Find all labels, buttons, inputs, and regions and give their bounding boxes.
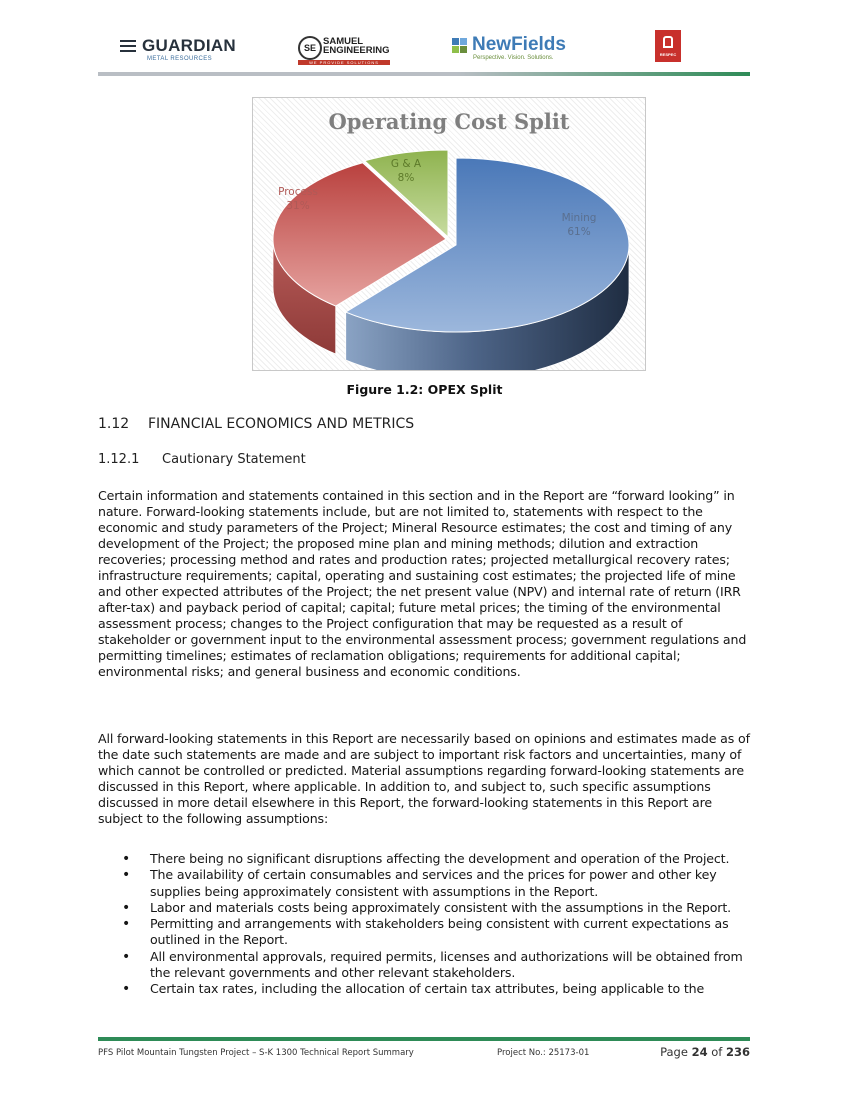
- pie-label-name: Process: [278, 186, 318, 198]
- list-item: • Certain tax rates, including the allocation of certain tax attributes, being applicable to the: [120, 981, 760, 997]
- subsection-title: Cautionary Statement: [162, 452, 306, 467]
- subsection-number: 1.12.1: [98, 452, 140, 467]
- newfields-square-icon: [452, 46, 459, 53]
- samuel-logo-line2: ENGINEERING: [323, 45, 390, 56]
- paragraph: Certain information and statements contained in this section and in the Report are “forward looking” in nature. Forward-looking statements include, but are not limited to, statements with respect to the economic and study parameters of the Project; Mineral Resource estimates; the cost and timing of any development of the Project; the proposed mine plan and mining methods; dilution and extraction recoveries; processing method and rates and production rates; projected metallurgical recovery rates; infrastructure requirements; capital, operating and sustaining cost estimates; the projected life of mine and other expected attributes of the Project; the net present value (NPV) and internal rate of return (IRR after-tax) and payback period of capital; capital; future metal prices; the timing of the environmental assessment process; changes to the Project configuration that may be requested as a result of stakeholder or government input to the environmental assessment process; government regulations and permitting timelines; estimates of reclamation obligations; requirements for additional capital; environmental risks; and general business and economic conditions.: [98, 488, 747, 679]
- samuel-logo-line1: SAMUEL: [323, 36, 364, 47]
- paragraph: All forward-looking statements in this Report are necessarily based on opinions and estimates made as of the date such statements are made and are subject to important risk factors and uncertainties, many of which cannot be controlled or predicted. Material assumptions regarding forward-looking statements are discussed in this Report, where applicable. In addition to, and subject to, such specific assumptions discussed in more detail elsewhere in this Report, the forward-looking statements in this Report are subject to the following assumptions:: [98, 731, 750, 826]
- footer-rule: [98, 1037, 750, 1041]
- page-number: [640, 1045, 750, 1059]
- menu-lines-icon: [120, 40, 136, 52]
- newfields-logo: [452, 36, 572, 66]
- page-current: 24: [691, 1045, 708, 1059]
- header-rule: [98, 72, 750, 76]
- list-item: • Labor and materials costs being approximately consistent with the assumptions in the Report.: [120, 900, 760, 916]
- section-heading: [98, 416, 414, 432]
- list-item: • Permitting and arrangements with stakeholders being consistent with current expectations as outlined in the Report.: [120, 916, 760, 949]
- pie-label-value: 61%: [567, 226, 591, 238]
- respec-logo-name: RESPEC: [659, 52, 677, 57]
- newfields-logo-sub: Perspective. Vision. Solutions.: [473, 55, 554, 61]
- opex-pie-chart: [252, 97, 646, 371]
- list-item: • All environmental approvals, required permits, licenses and authorizations will be obtained from the relevant governments and other relevant stakeholders.: [120, 949, 760, 982]
- newfields-square-icon: [460, 38, 467, 45]
- chart-title: Operating Cost Split: [328, 109, 570, 134]
- assumptions-list: [120, 851, 760, 998]
- respec-logo: [655, 30, 681, 62]
- guardian-logo-name: GUARDIAN: [142, 36, 237, 55]
- pie-label-name: G & A: [390, 158, 422, 170]
- samuel-logo-tagline: WE PROVIDE SOLUTIONS: [298, 60, 390, 65]
- list-item: • The availability of certain consumables and services and the prices for power and other key supplies being approximately consistent with assumptions in the Report.: [120, 867, 760, 900]
- newfields-square-icon: [452, 38, 459, 45]
- footer-project-number: Project No.: 25173-01: [497, 1048, 590, 1058]
- footer-report-title: PFS Pilot Mountain Tungsten Project – S-K 1300 Technical Report Summary: [98, 1048, 414, 1058]
- pie-label-value: 31%: [286, 200, 310, 212]
- section-title: FINANCIAL ECONOMICS AND METRICS: [148, 416, 415, 432]
- newfields-logo-name: NewFields: [472, 34, 566, 55]
- respec-emblem-icon: [663, 36, 673, 48]
- guardian-logo: [120, 36, 250, 64]
- section-number: 1.12: [98, 416, 130, 432]
- pie-label-value: 8%: [397, 172, 415, 184]
- list-item: • There being no significant disruptions affecting the development and operation of the Project.: [120, 851, 760, 867]
- page-prefix: Page: [660, 1045, 692, 1059]
- page-of: of: [707, 1045, 726, 1059]
- pie-chart-svg: [253, 98, 645, 370]
- newfields-square-icon: [460, 46, 467, 53]
- page-total: 236: [725, 1045, 750, 1059]
- samuel-engineering-logo: [298, 34, 393, 64]
- guardian-logo-sub: METAL RESOURCES: [147, 56, 213, 62]
- pie-label-name: Mining: [561, 212, 597, 224]
- samuel-badge-icon: SE: [298, 36, 322, 60]
- figure-caption: Figure 1.2: OPEX Split: [346, 382, 503, 397]
- pie-slices: [273, 150, 629, 370]
- subsection-heading: [98, 452, 306, 467]
